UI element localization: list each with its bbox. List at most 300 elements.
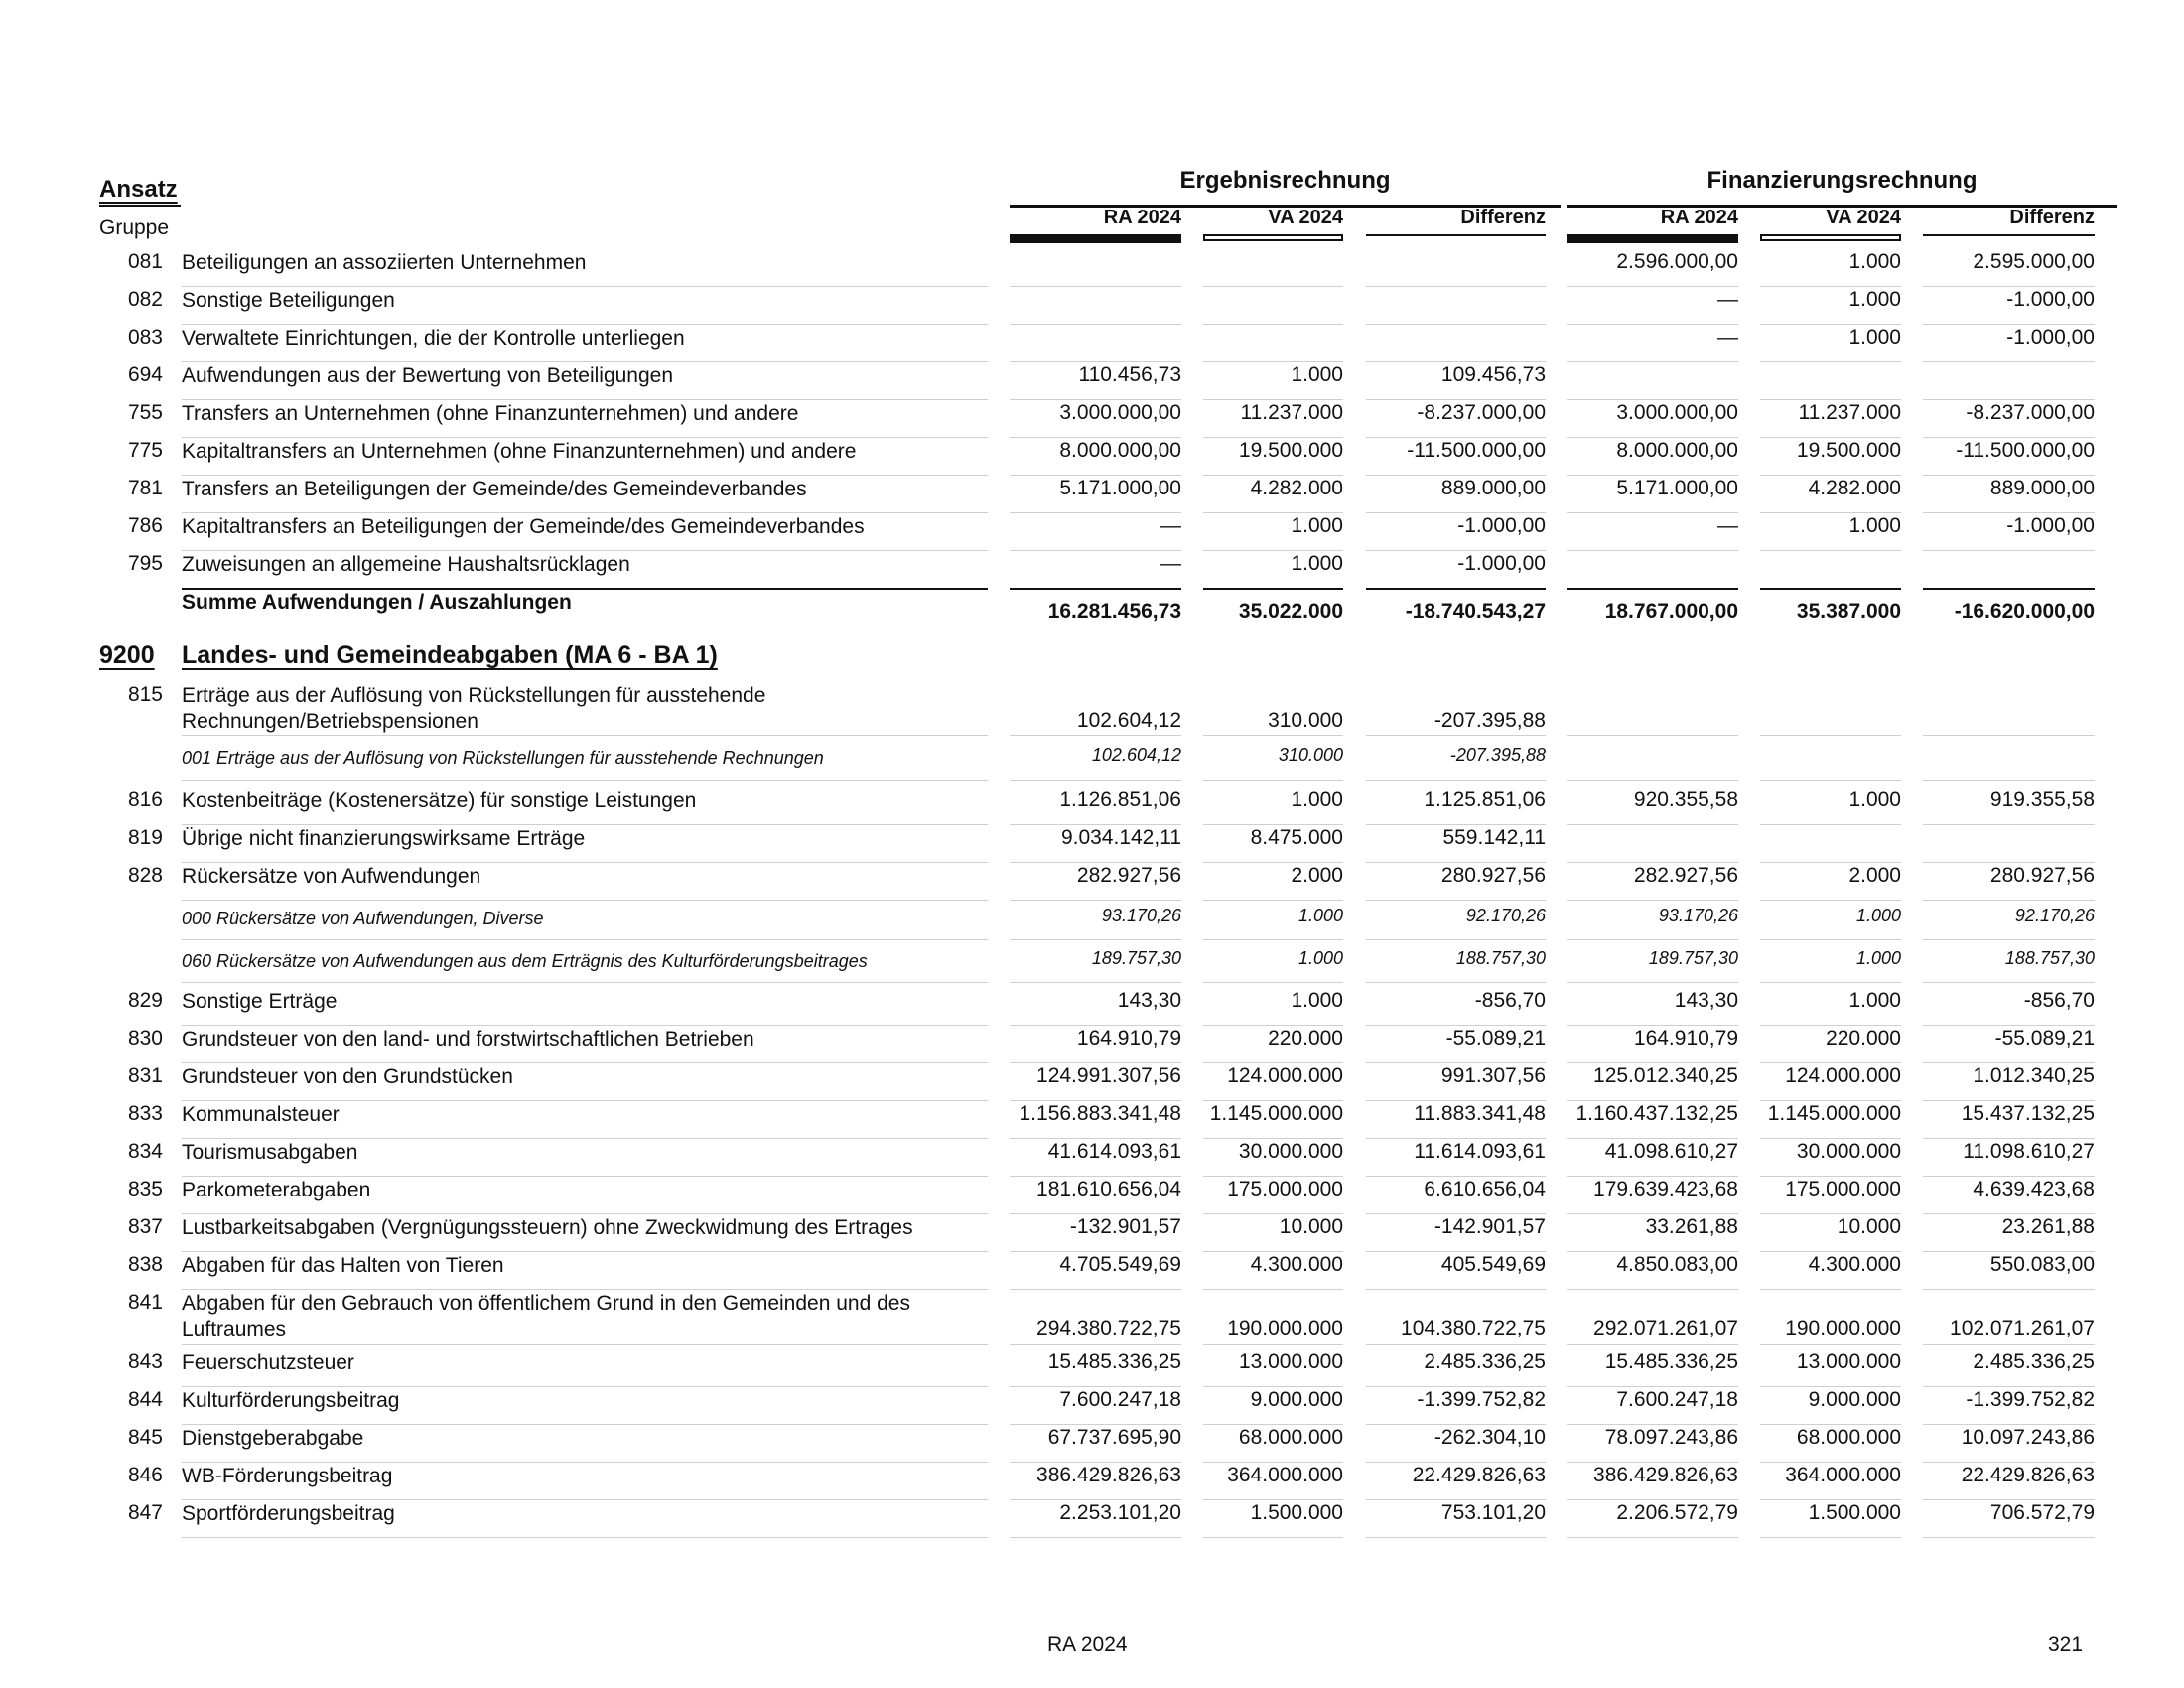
table-row (0, 1426, 2184, 1464)
cell-diff-ergebnis: -18.740.543,27 (1405, 600, 1546, 623)
cell-diff-finanzierung: 550.083,00 (1989, 1253, 2095, 1276)
cell-diff-ergebnis: -1.000,00 (1457, 552, 1546, 575)
table-row (0, 1501, 2184, 1539)
cell-rule (1203, 824, 1343, 825)
cell-rule (1366, 361, 1546, 362)
cell-rule (1203, 1424, 1343, 1425)
ra-marker-bar (1010, 234, 1181, 243)
col-header-ra-finanzierung: RA 2024 (1660, 207, 1738, 228)
cell-rule (1203, 550, 1343, 551)
cell-rule (1366, 1062, 1546, 1063)
label-rule (182, 437, 988, 438)
row-label: Kommunalsteuer (182, 1103, 340, 1126)
row-code: 694 (127, 363, 163, 386)
cell-rule (1010, 780, 1181, 781)
row-code: 841 (127, 1291, 163, 1314)
cell-ra-ergebnis: 8.000.000,00 (1059, 439, 1181, 462)
table-row (0, 1464, 2184, 1501)
row-code: 830 (127, 1027, 163, 1050)
row-label: Grundsteuer von den Grundstücken (182, 1065, 513, 1088)
cell-ra-finanzierung: 33.261,88 (1645, 1215, 1738, 1238)
cell-ra-ergebnis: 16.281.456,73 (1047, 600, 1181, 623)
cell-rule (1760, 399, 1901, 400)
row-label: Kostenbeiträge (Kostenersätze) für sonstige Leistungen (182, 789, 697, 812)
cell-rule (1760, 286, 1901, 287)
cell-rule (1010, 982, 1181, 983)
cell-ra-ergebnis: 110.456,73 (1078, 363, 1181, 386)
cell-rule (1760, 1499, 1901, 1500)
cell-rule (1760, 1289, 1901, 1290)
cell-rule (1567, 939, 1738, 940)
cell-va-ergebnis: 1.500.000 (1250, 1501, 1343, 1524)
row-label: WB-Förderungsbeitrag (182, 1465, 393, 1487)
row-label: Grundsteuer von den land- und forstwirtschaftlichen Betrieben (182, 1028, 754, 1051)
cell-rule (1203, 1213, 1343, 1214)
cell-ra-ergebnis: 143,30 (1117, 989, 1181, 1012)
cell-ra-finanzierung: — (1717, 326, 1738, 349)
cell-rule (1203, 939, 1343, 940)
cell-ra-finanzierung: 386.429.826,63 (1593, 1464, 1738, 1486)
table-row (0, 288, 2184, 326)
label-rule (182, 1251, 988, 1252)
cell-diff-finanzierung: -1.000,00 (2006, 514, 2095, 537)
row-label: Dienstgeberabgabe (182, 1427, 364, 1450)
cell-diff-finanzierung: -8.237.000,00 (1966, 401, 2095, 424)
cell-rule (1010, 361, 1181, 362)
row-label: Parkometerabgaben (182, 1179, 371, 1201)
cell-rule (1760, 1138, 1901, 1139)
table-row (0, 1291, 2184, 1346)
cell-rule (1923, 1289, 2095, 1290)
row-label: Sonstige Beteiligungen (182, 289, 395, 312)
table-row (0, 902, 2184, 941)
row-label: Tourismusabgaben (182, 1141, 358, 1164)
row-label: Übrige nicht finanzierungswirksame Erträge (182, 827, 586, 850)
cell-ra-ergebnis: 5.171.000,00 (1059, 477, 1181, 499)
table-row (0, 477, 2184, 514)
cell-va-finanzierung: 1.000 (1848, 788, 1901, 811)
table-row (0, 1102, 2184, 1140)
cell-rule (1923, 780, 2095, 781)
cell-ra-finanzierung: — (1717, 514, 1738, 537)
cell-va-ergebnis: 1.000 (1291, 514, 1343, 537)
cell-ra-ergebnis: 282.927,56 (1076, 864, 1181, 887)
cell-rule (1567, 437, 1738, 438)
cell-ra-ergebnis: 67.737.695,90 (1047, 1426, 1181, 1449)
cell-diff-ergebnis: 405.549,69 (1440, 1253, 1546, 1276)
cell-ra-finanzierung: 2.206.572,79 (1616, 1501, 1738, 1524)
row-label: Lustbarkeitsabgaben (Vergnügungssteuern) ohne Zweckwidmung des Ertrages (182, 1216, 913, 1239)
cell-rule (1923, 475, 2095, 476)
cell-ra-finanzierung: 18.767.000,00 (1604, 600, 1738, 623)
cell-ra-ergebnis: 4.705.549,69 (1059, 1253, 1181, 1276)
ra-marker-bar (1567, 234, 1738, 243)
cell-rule (1366, 1537, 1546, 1538)
cell-rule (1923, 735, 2095, 736)
cell-diff-ergebnis: 11.883.341,48 (1414, 1102, 1546, 1125)
cell-rule (1567, 1062, 1738, 1063)
cell-diff-finanzierung: -1.000,00 (2006, 326, 2095, 349)
cell-rule (1010, 1138, 1181, 1139)
cell-va-ergebnis: 1.145.000.000 (1209, 1102, 1343, 1125)
cell-rule (1010, 1176, 1181, 1177)
section-title: Landes- und Gemeindeabgaben (MA 6 - BA 1) (182, 641, 718, 669)
cell-rule (1366, 1499, 1546, 1500)
cell-ra-finanzierung: 143,30 (1674, 989, 1738, 1012)
row-label: Kapitaltransfers an Beteiligungen der Gemeinde/des Gemeindeverbandes (182, 515, 865, 538)
cell-va-finanzierung: 68.000.000 (1796, 1426, 1901, 1449)
cell-rule (1760, 1462, 1901, 1463)
cell-rule (1366, 1138, 1546, 1139)
row-code: 786 (127, 514, 163, 537)
cell-rule (1567, 286, 1738, 287)
cell-rule (1923, 824, 2095, 825)
cell-rule (1567, 399, 1738, 400)
cell-rule (1010, 824, 1181, 825)
cell-rule (1010, 475, 1181, 476)
table-row (0, 1178, 2184, 1215)
row-label: Abgaben für das Halten von Tieren (182, 1254, 504, 1277)
cell-ra-ergebnis: — (1160, 552, 1181, 575)
cell-diff-finanzierung: -1.000,00 (2006, 288, 2095, 311)
cell-diff-ergebnis: 188.757,30 (1455, 948, 1546, 968)
cell-rule (1567, 550, 1738, 551)
cell-va-finanzierung: 1.000 (1848, 989, 1901, 1012)
cell-diff-ergebnis: 991.307,56 (1440, 1064, 1546, 1087)
cell-diff-finanzierung: -16.620.000,00 (1954, 600, 2095, 623)
cell-rule (1010, 1062, 1181, 1063)
row-label: Transfers an Unternehmen (ohne Finanzunternehmen) und andere (182, 402, 799, 425)
cell-rule (1567, 1289, 1738, 1290)
row-label: 001 Erträge aus der Auflösung von Rückstellungen für ausstehende Rechnungen (182, 748, 824, 768)
cell-ra-finanzierung: 78.097.243,86 (1604, 1426, 1738, 1449)
cell-rule (1923, 550, 2095, 551)
cell-va-ergebnis: 310.000 (1278, 745, 1343, 765)
cell-diff-ergebnis: 2.485.336,25 (1424, 1350, 1546, 1373)
col-header-diff-finanzierung: Differenz (2009, 207, 2095, 228)
row-label: Luftraumes (182, 1318, 287, 1340)
cell-rule (1203, 361, 1343, 362)
cell-rule (1923, 862, 2095, 863)
cell-rule (1010, 735, 1181, 736)
cell-rule (1567, 1344, 1738, 1345)
cell-diff-ergebnis: -55.089,21 (1445, 1027, 1546, 1050)
table-row (0, 590, 2184, 630)
cell-ra-finanzierung: 179.639.423,68 (1593, 1178, 1738, 1200)
row-label: Transfers an Beteiligungen der Gemeinde/des Gemeindeverbandes (182, 478, 807, 500)
cell-rule (1203, 1289, 1343, 1290)
cell-rule (1760, 437, 1901, 438)
cell-rule (1366, 735, 1546, 736)
cell-rule (1010, 399, 1181, 400)
cell-rule (1366, 780, 1546, 781)
cell-va-ergebnis: 1.000 (1291, 363, 1343, 386)
cell-ra-ergebnis: 294.380.722,75 (1036, 1317, 1181, 1339)
cell-ra-ergebnis: 164.910,79 (1076, 1027, 1181, 1050)
cell-rule (1567, 512, 1738, 513)
cell-rule (1760, 324, 1901, 325)
cell-va-ergebnis: 190.000.000 (1227, 1317, 1343, 1339)
cell-diff-finanzierung: -1.399.752,82 (1966, 1388, 2095, 1411)
cell-ra-finanzierung: 8.000.000,00 (1616, 439, 1738, 462)
cell-rule (1923, 1537, 2095, 1538)
cell-rule (1366, 1251, 1546, 1252)
cell-va-finanzierung: 364.000.000 (1785, 1464, 1901, 1486)
label-rule (182, 1462, 988, 1463)
cell-ra-finanzierung: 189.757,30 (1648, 948, 1738, 968)
cell-ra-finanzierung: 920.355,58 (1633, 788, 1738, 811)
cell-va-finanzierung: 1.000 (1848, 514, 1901, 537)
cell-diff-ergebnis: -207.395,88 (1449, 745, 1546, 765)
label-rule (182, 361, 988, 362)
cell-va-finanzierung: 124.000.000 (1785, 1064, 1901, 1087)
cell-rule (1760, 780, 1901, 781)
row-code: 081 (127, 250, 163, 273)
cell-rule (1010, 1386, 1181, 1387)
cell-rule (1010, 900, 1181, 901)
col-header-underline (1366, 234, 1546, 236)
ansatz-underline (99, 205, 181, 207)
cell-rule (1760, 1025, 1901, 1026)
cell-diff-ergebnis: -207.395,88 (1433, 709, 1546, 732)
cell-rule (1366, 900, 1546, 901)
cell-diff-ergebnis: 559.142,11 (1442, 826, 1546, 849)
cell-ra-finanzierung: 164.910,79 (1633, 1027, 1738, 1050)
row-label: Sportförderungsbeitrag (182, 1502, 395, 1525)
cell-rule (1203, 1386, 1343, 1387)
cell-va-ergebnis: 9.000.000 (1250, 1388, 1343, 1411)
row-label: Rechnungen/Betriebspensionen (182, 710, 478, 733)
cell-rule (1760, 1213, 1901, 1214)
cell-rule (1923, 399, 2095, 400)
cell-rule (1366, 1344, 1546, 1345)
cell-rule (1923, 1062, 2095, 1063)
row-code: 828 (127, 864, 163, 887)
cell-diff-finanzierung: 919.355,58 (1989, 788, 2095, 811)
cell-rule (1366, 550, 1546, 551)
cell-diff-ergebnis: 280.927,56 (1440, 864, 1546, 887)
cell-va-finanzierung: 1.000 (1848, 288, 1901, 311)
cell-diff-ergebnis: -8.237.000,00 (1417, 401, 1546, 424)
cell-diff-ergebnis: 92.170,26 (1465, 906, 1546, 925)
table-row (0, 741, 2184, 782)
ansatz-heading: Ansatz (99, 176, 178, 203)
va-marker-bar (1760, 234, 1901, 241)
row-code: 815 (127, 683, 163, 706)
label-rule (182, 286, 988, 287)
cell-rule (1203, 1344, 1343, 1345)
cell-rule (1760, 862, 1901, 863)
row-code: 831 (127, 1064, 163, 1087)
table-row (0, 1215, 2184, 1253)
cell-rule (1923, 1462, 2095, 1463)
cell-rule (1010, 939, 1181, 940)
cell-ra-finanzierung: 3.000.000,00 (1616, 401, 1738, 424)
cell-rule (1567, 1100, 1738, 1101)
label-rule (182, 862, 988, 863)
row-code: 838 (127, 1253, 163, 1276)
row-code: 833 (127, 1102, 163, 1125)
cell-diff-finanzierung: 11.098.610,27 (1963, 1140, 2095, 1163)
cell-ra-ergebnis: 15.485.336,25 (1047, 1350, 1181, 1373)
cell-rule (1203, 512, 1343, 513)
va-marker-bar (1203, 234, 1343, 241)
cell-rule (1366, 437, 1546, 438)
table-row (0, 1253, 2184, 1291)
cell-rule (1203, 982, 1343, 983)
cell-rule (1923, 437, 2095, 438)
row-code: 795 (127, 552, 163, 575)
label-rule (182, 1289, 988, 1290)
cell-va-finanzierung: 13.000.000 (1796, 1350, 1901, 1373)
cell-rule (1366, 324, 1546, 325)
cell-va-finanzierung: 1.000 (1848, 326, 1901, 349)
cell-ra-finanzierung: 15.485.336,25 (1604, 1350, 1738, 1373)
cell-va-finanzierung: 35.387.000 (1796, 600, 1901, 623)
label-rule (182, 780, 988, 781)
col-header-va-ergebnis: VA 2024 (1268, 207, 1343, 228)
cell-diff-finanzierung: 22.429.826,63 (1961, 1464, 2095, 1486)
cell-rule (1923, 512, 2095, 513)
cell-va-finanzierung: 30.000.000 (1796, 1140, 1901, 1163)
cell-diff-finanzierung: 92.170,26 (2014, 906, 2095, 925)
cell-rule (1760, 824, 1901, 825)
cell-diff-finanzierung: 23.261,88 (2001, 1215, 2095, 1238)
cell-ra-finanzierung: 1.160.437.132,25 (1575, 1102, 1738, 1125)
cell-diff-finanzierung: 2.595.000,00 (1973, 250, 2095, 273)
cell-diff-ergebnis: 1.125.851,06 (1424, 788, 1546, 811)
row-code: 847 (127, 1501, 163, 1524)
label-rule (182, 550, 988, 551)
cell-va-finanzierung: 4.282.000 (1808, 477, 1901, 499)
cell-rule (1203, 1025, 1343, 1026)
cell-rule (1366, 1176, 1546, 1177)
cell-rule (1923, 1213, 2095, 1214)
cell-rule (1567, 1386, 1738, 1387)
col-header-va-finanzierung: VA 2024 (1826, 207, 1901, 228)
cell-diff-ergebnis: -262.304,10 (1433, 1426, 1546, 1449)
row-label: Zuweisungen an allgemeine Haushaltsrücklagen (182, 553, 630, 576)
cell-rule (1567, 900, 1738, 901)
cell-diff-finanzierung: 102.071.261,07 (1950, 1317, 2095, 1339)
label-rule (182, 399, 988, 400)
cell-rule (1760, 550, 1901, 551)
table-row (0, 1140, 2184, 1178)
cell-rule (1760, 1251, 1901, 1252)
cell-rule (1010, 862, 1181, 863)
cell-va-ergebnis: 1.000 (1297, 906, 1343, 925)
table-row (0, 401, 2184, 439)
cell-rule (1567, 1251, 1738, 1252)
cell-rule (1923, 939, 2095, 940)
cell-rule (1366, 1462, 1546, 1463)
cell-rule (1760, 1344, 1901, 1345)
table-row (0, 683, 2184, 737)
cell-va-ergebnis: 11.237.000 (1240, 401, 1343, 424)
cell-rule (1567, 1176, 1738, 1177)
cell-va-ergebnis: 10.000 (1279, 1215, 1343, 1238)
cell-rule (1010, 1344, 1181, 1345)
cell-va-ergebnis: 310.000 (1268, 709, 1343, 732)
cell-rule (1760, 939, 1901, 940)
cell-va-finanzierung: 175.000.000 (1785, 1178, 1901, 1200)
row-label: Summe Aufwendungen / Auszahlungen (182, 591, 572, 614)
cell-rule (1923, 1100, 2095, 1101)
cell-ra-finanzierung: — (1717, 288, 1738, 311)
cell-ra-ergebnis: 3.000.000,00 (1059, 401, 1181, 424)
cell-rule (1567, 1499, 1738, 1500)
cell-rule (1567, 324, 1738, 325)
cell-rule (1010, 1462, 1181, 1463)
cell-rule (1567, 1138, 1738, 1139)
gruppe-heading: Gruppe (99, 216, 170, 239)
cell-va-finanzierung: 190.000.000 (1785, 1317, 1901, 1339)
cell-rule (1567, 780, 1738, 781)
row-code: 843 (127, 1350, 163, 1373)
row-code: 837 (127, 1215, 163, 1238)
cell-rule (1923, 1344, 2095, 1345)
cell-diff-finanzierung: -11.500.000,00 (1956, 439, 2095, 462)
cell-ra-finanzierung: 7.600.247,18 (1616, 1388, 1738, 1411)
label-rule (182, 324, 988, 325)
cell-va-finanzierung: 10.000 (1837, 1215, 1901, 1238)
cell-rule (1567, 862, 1738, 863)
cell-rule (1760, 1537, 1901, 1538)
cell-rule (1010, 1100, 1181, 1101)
table-row (0, 250, 2184, 288)
cell-rule (1923, 900, 2095, 901)
table-row (0, 1027, 2184, 1064)
cell-ra-finanzierung: 282.927,56 (1633, 864, 1738, 887)
row-label: Verwaltete Einrichtungen, die der Kontrolle unterliegen (182, 327, 685, 350)
section-code: 9200 (99, 641, 155, 669)
cell-rule (1923, 1025, 2095, 1026)
cell-rule (1203, 1176, 1343, 1177)
cell-rule (1203, 862, 1343, 863)
cell-diff-ergebnis: 6.610.656,04 (1424, 1178, 1546, 1200)
cell-rule (1010, 1213, 1181, 1214)
label-rule (182, 1025, 988, 1026)
cell-rule (1010, 1289, 1181, 1290)
cell-rule (1203, 1462, 1343, 1463)
cell-va-ergebnis: 1.000 (1297, 948, 1343, 968)
cell-rule (1567, 1537, 1738, 1538)
row-code: 829 (127, 989, 163, 1012)
cell-rule (1010, 324, 1181, 325)
cell-diff-ergebnis: -142.901,57 (1433, 1215, 1546, 1238)
cell-va-finanzierung: 19.500.000 (1796, 439, 1901, 462)
cell-va-ergebnis: 1.000 (1291, 788, 1343, 811)
row-label: Abgaben für den Gebrauch von öffentlichem Grund in den Gemeinden und des (182, 1292, 910, 1315)
row-code: 775 (127, 439, 163, 462)
cell-diff-finanzierung: 706.572,79 (1989, 1501, 2095, 1524)
row-code: 082 (127, 288, 163, 311)
row-code: 846 (127, 1464, 163, 1486)
cell-rule (1010, 286, 1181, 287)
cell-diff-ergebnis: 889.000,00 (1440, 477, 1546, 499)
cell-rule (1366, 1213, 1546, 1214)
row-label: Kapitaltransfers an Unternehmen (ohne Finanzunternehmen) und andere (182, 440, 857, 463)
table-row (0, 552, 2184, 590)
table-row (0, 439, 2184, 477)
cell-va-ergebnis: 2.000 (1291, 864, 1343, 887)
cell-rule (1203, 1138, 1343, 1139)
row-label: Erträge aus der Auflösung von Rückstellungen für ausstehende (182, 684, 766, 707)
cell-va-ergebnis: 1.000 (1291, 989, 1343, 1012)
row-code: 819 (127, 826, 163, 849)
cell-rule (1366, 939, 1546, 940)
cell-ra-ergebnis: 189.757,30 (1091, 948, 1181, 968)
